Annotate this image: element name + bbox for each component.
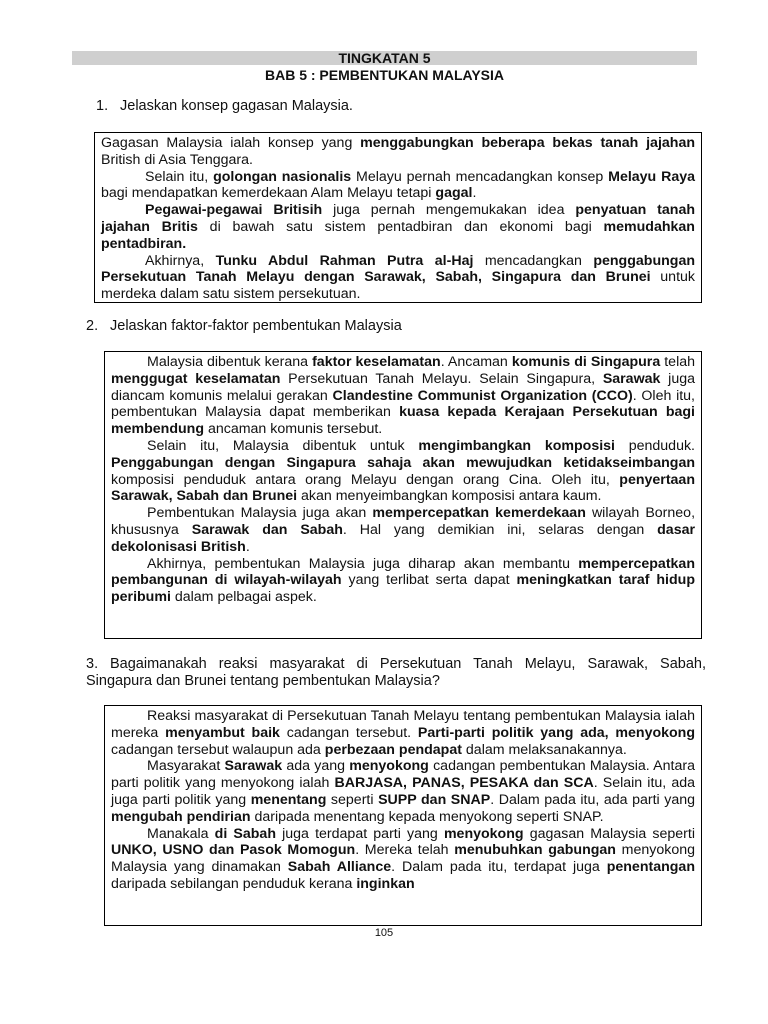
answer-1-para: Gagasan Malaysia ialah konsep yang menggabungkan beberapa bekas tanah jajahan British di Asia Tenggara. bbox=[101, 135, 696, 168]
answer-3-para: Masyarakat Sarawak ada yang menyokong cadangan pembentukan Malaysia. Antara parti politik yang menyokong ialah BARJASA, PANAS, PESAKA dan SCA. Selain itu, ada juga parti politik yang menentang seperti SUPP dan SNAP. Dalam pada itu, ada parti yang mengubah pendirian daripada menentang kepada menyokong seperti SNAP. bbox=[111, 758, 696, 825]
answer-1-para: Akhirnya, Tunku Abdul Rahman Putra al-Haj mencadangkan penggabungan Persekutuan Tanah Melayu dengan Sarawak, Sabah, Singapura dan Brunei untuk merdeka dalam satu sistem persekutuan. bbox=[101, 252, 695, 303]
answer-box-3 bbox=[104, 705, 702, 926]
question-1 bbox=[96, 98, 353, 115]
question-1-text: Jelaskan konsep gagasan Malaysia. bbox=[120, 98, 353, 114]
answer-1-para: Selain itu, golongan nasionalis Melayu pernah mencadangkan konsep Melayu Raya bagi mendapatkan kemerdekaan Alam Melayu tetapi gagal. bbox=[101, 168, 695, 202]
answer-box-2 bbox=[104, 351, 702, 639]
answer-3-para: Reaksi masyarakat di Persekutuan Tanah Melayu tentang pembentukan Malaysia ialah mereka menyambut baik cadangan tersebut. Parti-parti politik yang ada, menyokong cadangan tersebut walaupun ada perbezaan pendapat dalam melaksanakannya. bbox=[111, 708, 696, 758]
question-2 bbox=[86, 318, 402, 335]
question-1-number: 1. bbox=[96, 98, 109, 114]
question-2-text: Jelaskan faktor-faktor pembentukan Malaysia bbox=[110, 318, 402, 334]
answer-3-para: Manakala di Sabah juga terdapat parti yang menyokong gagasan Malaysia seperti UNKO, USNO dan Pasok Momogun. Mereka telah menubuhkan gabungan menyokong Malaysia yang dinamakan Sabah Alliance. Dalam pada itu, terdapat juga penentangan daripada sebilangan penduduk kerana inginkan bbox=[111, 825, 696, 892]
question-3-text: Bagaimanakah reaksi masyarakat di Persekutuan Tanah Melayu, Sarawak, Sabah, Singapura dan Brunei tentang pembentukan Malaysia? bbox=[86, 656, 706, 689]
page-number: 105 bbox=[374, 927, 394, 939]
question-2-number: 2. bbox=[86, 318, 99, 334]
answer-2-para: Malaysia dibentuk kerana faktor keselamatan. Ancaman komunis di Singapura telah menggugat keselamatan Persekutuan Tanah Melayu. Selain Singapura, Sarawak juga diancam komunis melalui gerakan Clandestine Communist Organization (CCO). Oleh itu, pembentukan Malaysia dapat memberikan kuasa kepada Kerajaan Persekutuan bagi membendung ancaman komunis tersebut. bbox=[111, 354, 696, 438]
question-3 bbox=[86, 656, 706, 690]
answer-2-para: Akhirnya, pembentukan Malaysia juga diharap akan membantu mempercepatkan pembangunan di wilayah-wilayah yang terlibat serta dapat meningkatkan taraf hidup peribumi dalam pelbagai aspek. bbox=[111, 555, 695, 606]
chapter-title: BAB 5 : PEMBENTUKAN MALAYSIA bbox=[264, 67, 505, 83]
level-title: TINGKATAN 5 bbox=[338, 50, 431, 66]
question-3-number: 3. bbox=[86, 656, 99, 672]
answer-2-para: Selain itu, Malaysia dibentuk untuk mengimbangkan komposisi penduduk. Penggabungan dengan Singapura sahaja akan mewujudkan ketidakseimbangan komposisi penduduk antara orang Melayu dengan orang Cina. Oleh itu, penyertaan Sarawak, Sabah dan Brunei akan menyeimbangkan komposisi antara kaum. bbox=[111, 437, 696, 505]
answer-box-1 bbox=[94, 132, 702, 303]
answer-2-para: Pembentukan Malaysia juga akan mempercepatkan kemerdekaan wilayah Borneo, khususnya Sarawak dan Sabah. Hal yang demikian ini, selaras dengan dasar dekolonisasi British. bbox=[111, 505, 696, 555]
answer-1-para: Pegawai-pegawai Britisih juga pernah mengemukakan idea penyatuan tanah jajahan Britis di bawah satu sistem pentadbiran dan ekonomi bagi memudahkan pentadbiran. bbox=[101, 202, 695, 252]
